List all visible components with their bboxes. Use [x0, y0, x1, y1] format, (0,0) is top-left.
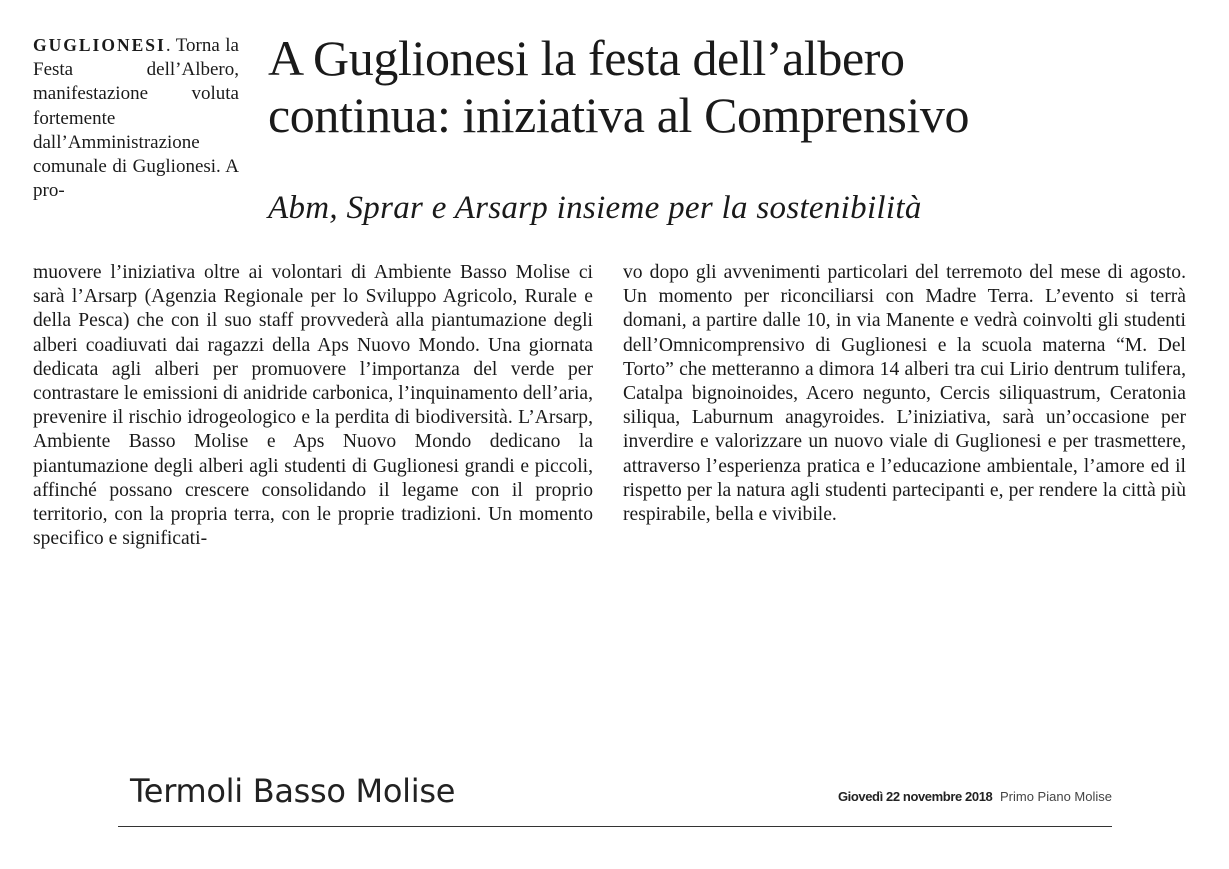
- headline-line-2: continua: iniziativa al Comprensivo: [268, 87, 970, 143]
- intro-text: Torna la Festa dell’Albero, manifestazione voluta fortemente dall’Amministrazione comunale di Guglionesi. A pro-: [33, 35, 239, 202]
- footer-meta: [838, 789, 1112, 804]
- headline-line-1: A Guglionesi la festa dell’albero: [268, 30, 905, 86]
- headline: [268, 30, 1208, 144]
- dateline: GUGLIONESI: [33, 35, 166, 55]
- publication-date: Giovedì 22 novembre 2018: [837, 789, 993, 804]
- article-column-2: vo dopo gli avvenimenti particolari del terremoto del mese di agosto. Un momento per riconciliarsi con Madre Terra. L’evento si terrà domani, a partire dalle 10, in via Manente e vedrà coinvolti gli studenti dell’Omnicomprensivo di Guglionesi e la scuola materna “M. Del Torto” che metteranno a dimora 14 alberi tra cui Lirio dentrum tulifera, Catalpa bignoinoides, Acero negunto, Cercis siliquastrum, Ceratonia siliqua, Laburnum anagyroides. L’iniziativa, sarà un’occasione per inverdire e valorizzare un nuovo viale di Guglionesi e per trasmettere, attraverso l’esperienza pratica e l’educazione ambientale, l’amore ed il rispetto per la natura agli studenti partecipanti e, per rendere la città più respirabile, bella e vivibile.: [623, 262, 1186, 526]
- section-title: Termoli Basso Molise: [130, 772, 456, 810]
- article-column-1: muovere l’iniziativa oltre ai volontari di Ambiente Basso Molise ci sarà l’Arsarp (Agenzia Regionale per lo Sviluppo Agricolo, Rurale e della Pesca) che con il suo staff provvederà alla piantumazione degli alberi coadiuvati dai ragazzi della Aps Nuovo Mondo. Una giornata dedicata agli alberi per promuovere l’importanza del verde per contrastare le emissioni di anidride carbonica, l’inquinamento dell’aria, prevenire il rischio idrogeologico e la perdita di biodiversità. L’Arsarp, Ambiente Basso Molise e Aps Nuovo Mondo dedicano la piantumazione degli alberi agli studenti di Guglionesi grandi e piccoli, affinché possano crescere consolidando il legame con il proprio territorio, con la propria terra, con le proprie tradizioni. Un momento specifico e significati-: [33, 262, 593, 550]
- article-intro: GUGLIONESI. Torna la Festa dell’Albero, manifestazione voluta fortemente dall’Amministrazione comunale di Guglionesi. A pro-: [33, 35, 239, 202]
- footer-rule: [118, 826, 1112, 827]
- subheadline: Abm, Sprar e Arsarp insieme per la sostenibilità: [268, 190, 922, 226]
- publication-name: Primo Piano Molise: [1000, 789, 1112, 804]
